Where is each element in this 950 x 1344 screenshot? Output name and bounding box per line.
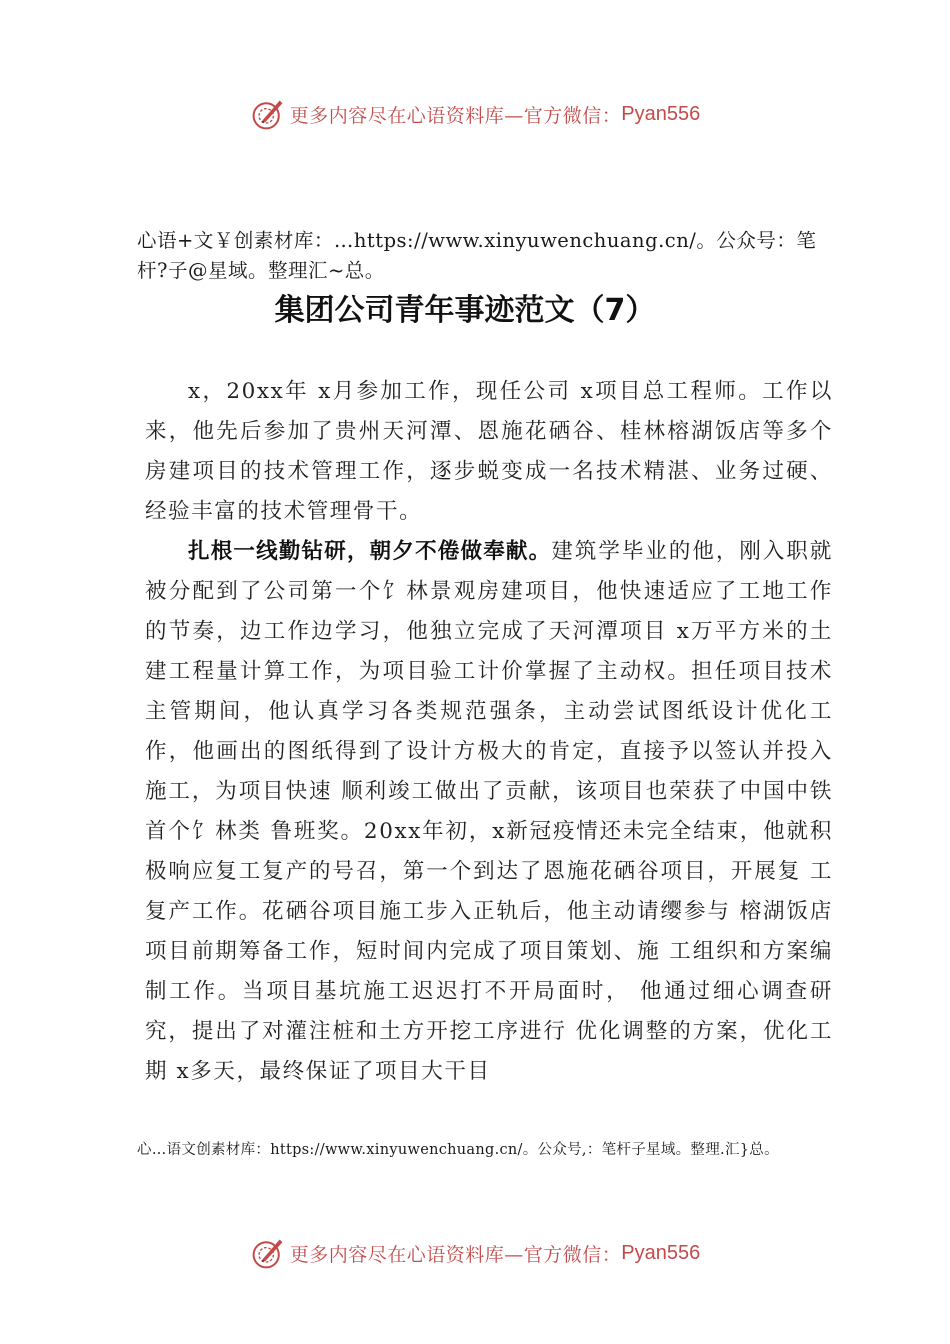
banner-wechat-id: Pyan556: [621, 102, 701, 125]
banner-text: 更多内容尽在心语资料库—官方微信：: [289, 1243, 622, 1266]
top-banner: [0, 92, 950, 136]
banner-wechat-id: Pyan556: [621, 1241, 701, 1264]
document-body: [145, 372, 833, 1092]
quill-pen-logo-icon: [250, 1235, 286, 1271]
paragraph-achievement: [145, 532, 833, 1092]
document-title: 集团公司青年事迹范文（7）: [274, 293, 656, 328]
header-watermark-note: 心语+文￥创素材库：…https://www.xinyuwenchuang.cn/。公众号：笔杆?子@星域。整理汇~总。: [137, 229, 817, 282]
footer-watermark-note: 心…语文创素材库：https://www.xinyuwenchuang.cn/。公众号,：笔杆子星域。整理.汇}总。: [137, 1142, 779, 1158]
bottom-banner: [0, 1231, 950, 1275]
paragraph-lead-heading: 扎根一线勤钻研，朝夕不倦做奉献。: [188, 539, 552, 564]
paragraph-text: x，20xx年 x月参加工作，现任公司 x项目总工程师。工作以来，他先后参加了贵州天河潭、恩施花硒谷、桂林榕湖饭店等多个房建项目的技术管理工作，逐步蜕变成一名技术精湛、业务过硬、经验丰富的技术管理骨干。: [145, 379, 833, 524]
quill-pen-logo-icon: [250, 96, 286, 132]
banner-text: 更多内容尽在心语资料库—官方微信：: [289, 104, 622, 127]
paragraph-intro: [145, 372, 833, 532]
paragraph-text: 建筑学毕业的他，刚入职就被分配到了公司第一个饣林景观房建项目，他快速适应了工地工作的节奏，边工作边学习，他独立完成了天河潭项目 x万平方米的土建工程量计算工作，为项目验工计价掌握了主动权。担任项目技术主管期间，他认真学习各类规范强条，主动尝试图纸设计优化工作，他画出的图纸得到了设计方极大的肯定，直接予以签认并投入施工，为项目快速 顺利竣工做出了贡献，该项目也荣获了中国中铁首个饣林类 鲁班奖。20xx年初，x新冠疫情还未完全结束，他就积极响应复工复产的号召，第一个到达了恩施花硒谷项目，开展复 工复产工作。花硒谷项目施工步入正轨后，他主动请缨参与 榕湖饭店项目前期筹备工作，短时间内完成了项目策划、施 工组织和方案编制工作。当项目基坑施工迟迟打不开局面时， 他通过细心调查研究，提出了对灌注桩和土方开挖工序进行 优化调整的方案，优化工期 x多天，最终保证了项目大干目: [145, 539, 833, 1084]
